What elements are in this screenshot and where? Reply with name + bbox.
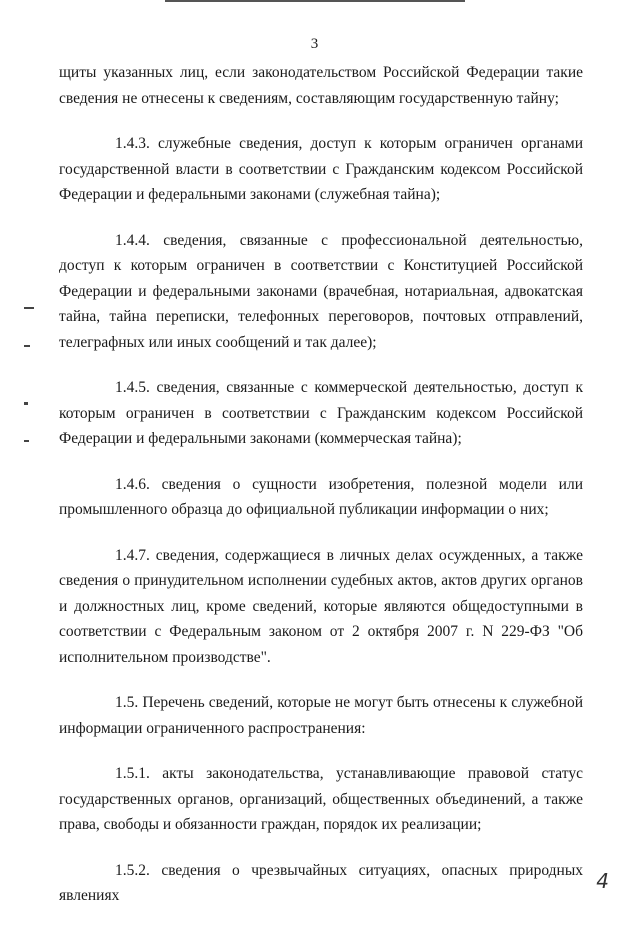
margin-mark — [24, 345, 30, 347]
handwritten-page-number: 4 — [596, 869, 609, 893]
document-body — [59, 60, 583, 929]
top-rule — [165, 0, 465, 2]
paragraph-1-5-1: 1.5.1. акты законодательства, устанавливающие правовой статус государственных органов, организаций, общественных объединений, а также права, свободы и обязанности граждан, порядок их реализации; — [59, 765, 583, 833]
paragraph-1-4-6: 1.4.6. сведения о сущности изобретения, полезной модели или промышленного образца до официальной публикации информации о них; — [59, 475, 583, 518]
paragraph-continuation: щиты указанных лиц, если законодательством Российской Федерации такие сведения не отнесены к сведениям, составляющим государственную тайну; — [59, 64, 583, 107]
paragraph-1-4-4: 1.4.4. сведения, связанные с профессиональной деятельностью, доступ к которым ограничен в соответствии с Конституцией Российской Федерации и федеральными законами (врачебная, нотариальная, адвокатская тайна, тайна переписки, телефонных переговоров, почтовых отправлений, телеграфных или иных сообщений и так далее); — [59, 231, 583, 351]
margin-mark — [24, 307, 34, 309]
paragraph-1-4-3: 1.4.3. служебные сведения, доступ к которым ограничен органами государственной власти в соответствии с Гражданским кодексом Российской Федерации и федеральными законами (служебная тайна); — [59, 135, 583, 203]
paragraph-1-5-2: 1.5.2. сведения о чрезвычайных ситуациях, опасных природных явлениях — [59, 861, 583, 904]
paragraph-1-5: 1.5. Перечень сведений, которые не могут быть отнесены к служебной информации ограниченного распространения: — [59, 694, 583, 737]
margin-mark — [24, 440, 29, 442]
margin-mark — [24, 402, 28, 405]
page-number: 3 — [310, 36, 319, 52]
paragraph-1-4-7: 1.4.7. сведения, содержащиеся в личных делах осужденных, а также сведения о принудительном исполнении судебных актов, актов других органов и должностных лиц, кроме сведений, которые являются общедоступными в соответствии с Федеральным законом от 2 октября 2007 г. N 229-ФЗ "Об исполнительном производстве". — [59, 546, 583, 666]
paragraph-1-4-5: 1.4.5. сведения, связанные с коммерческой деятельностью, доступ к которым ограничен в соответствии с Гражданским кодексом Российской Федерации и федеральными законами (коммерческая тайна); — [59, 379, 583, 447]
